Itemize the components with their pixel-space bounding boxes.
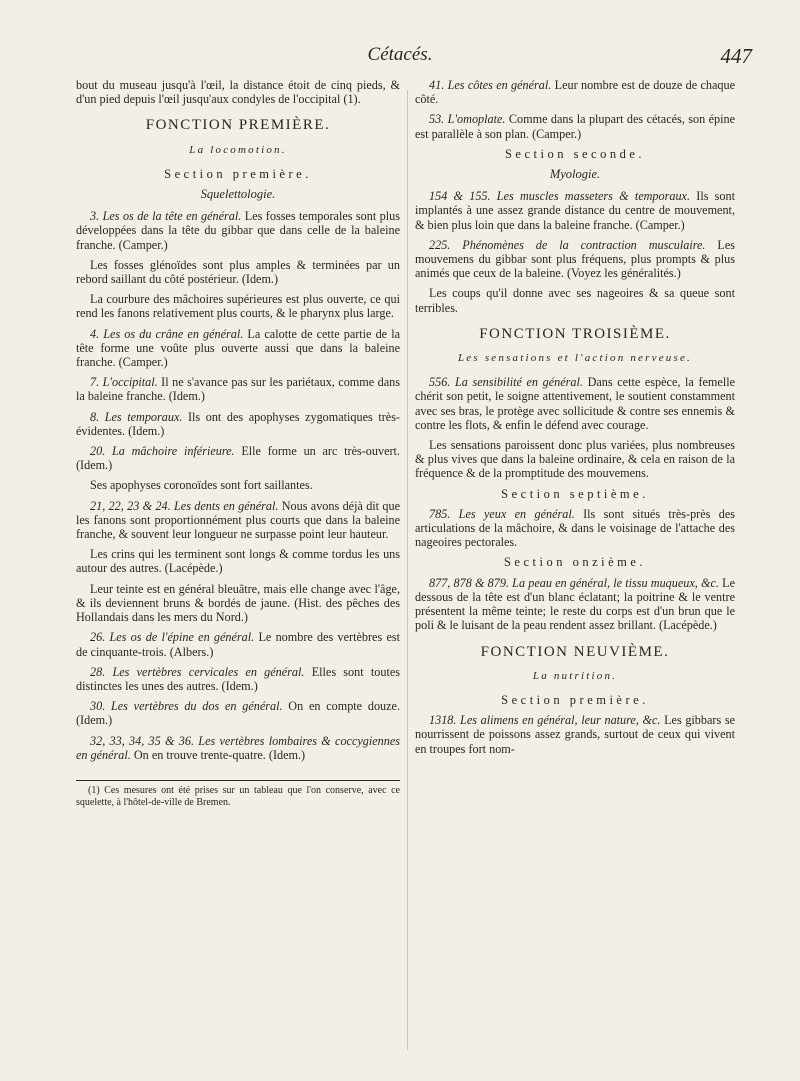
running-title: Cétacés. <box>367 44 433 65</box>
left-column <box>76 78 400 809</box>
entry-title: 21, 22, 23 & 24. Les dents en général. <box>90 498 279 513</box>
subsection-heading: Myologie. <box>549 167 601 182</box>
entry-body: Il ne s'avance pas sur les pariétaux, comme dans la baleine franche. (Idem.) <box>76 375 400 404</box>
entry-title: 877, 878 & 879. La peau en général, le tissu muqueux, &c. <box>429 575 719 590</box>
paragraph-7 <box>76 375 400 403</box>
subsection-heading: Squelettologie. <box>200 187 276 202</box>
entry-body: Ils ont des apophyses zygomatiques très-évidentes. (Idem.) <box>76 409 400 438</box>
entry-title: 1318. Les alimens en général, leur nature, &c. <box>429 713 661 728</box>
paragraph-3b: Les fosses glénoïdes sont plus amples & terminées par un rebord saillant du côté postérieur. (Idem.) <box>76 257 400 287</box>
entry-body: Les gibbars se nourrissent de poissons assez grands, surtout de ceux qui vivent en troupes fort nom- <box>415 713 735 756</box>
paragraph-877 <box>415 576 735 633</box>
entry-title: 53. L'omoplate. <box>429 112 506 127</box>
entry-title: 8. Les temporaux. <box>90 409 183 424</box>
fonction-subheading: La nutrition. <box>532 669 618 682</box>
entry-title: 32, 33, 34, 35 & 36. Les vertèbres lombaires & coccygiennes en général. <box>76 733 400 762</box>
entry-body: On en compte douze. (Idem.) <box>76 699 400 728</box>
entry-title: 3. Les os de la tête en général. <box>90 209 242 224</box>
section-heading: Section première. <box>164 166 312 181</box>
section-heading: Section seconde. <box>504 146 645 161</box>
entry-body: Nous avons déjà dit que les fanons sont proportionnément plus courts que dans la baleine franche, & souvent leur longueur ne surpasse point leur hauteur. <box>76 498 400 542</box>
paragraph-556 <box>415 375 735 432</box>
fonction-heading: FONCTION TROISIÈME. <box>479 325 671 342</box>
paragraph-20 <box>76 444 400 472</box>
column-divider <box>407 90 408 1050</box>
entry-title: 785. Les yeux en général. <box>429 506 575 521</box>
paragraph-30 <box>76 699 400 727</box>
section-heading: Section première. <box>501 692 649 707</box>
paragraph-21b: Les crins qui les terminent sont longs & comme tordus les uns autour des autres. (Lacépède.) <box>76 547 400 576</box>
entry-body: Ils sont situés très-près des articulations de la mâchoire, & dans le voisinage de l'attache des nageoires pectorales. <box>415 506 735 550</box>
right-column <box>415 78 735 762</box>
paragraph-21 <box>76 499 400 542</box>
entry-body: La calotte de cette partie de la tête forme une voûte plus ouverte aussi que dans la baleine franche. (Camper.) <box>76 326 400 370</box>
paragraph-1318 <box>415 713 735 756</box>
paragraph-3c: La courbure des mâchoires supérieures est plus ouverte, ce qui rend les fanons relativement plus courts, & le pharynx plus large. <box>76 292 400 321</box>
entry-body: Les fosses temporales sont plus développées dans la tête du gibbar que dans celle de la baleine franche. (Camper.) <box>76 209 400 252</box>
paragraph-21c: Leur teinte est en général bleuâtre, mais elle change avec l'âge, & ils deviennent bruns & bordés de jaune. (Hist. des pêches des Hollandais dans les mers du Nord.) <box>76 581 400 625</box>
paragraph-225b: Les coups qu'il donne avec ses nageoires & sa queue sont terribles. <box>415 286 735 315</box>
paragraph-28 <box>76 665 400 693</box>
paragraph-225 <box>415 238 735 281</box>
paragraph-26 <box>76 630 400 658</box>
entry-body: Elles sont toutes distinctes les unes des autres. (Idem.) <box>76 664 400 693</box>
paragraph-intro: bout du museau jusqu'à l'œil, la distance étoit de cinq pieds, & d'un pied depuis l'œil jusqu'aux condyles de l'occipital (1). <box>76 78 400 107</box>
footnote-rule <box>76 780 400 781</box>
entry-title: 28. Les vertèbres cervicales en général. <box>90 664 305 679</box>
footnote: (1) Ces mesures ont été prises sur un tableau que l'on conserve, avec ce squelette, à l'hôtel-de-ville de Bremen. <box>76 784 400 808</box>
entry-body: Le dessous de la tête est d'un blanc éclatant; la poitrine & le ventre présentent la même teinte; le reste du corps est d'un brun que le poli & le luisant de la peau rendent assez brillant. (Lacépède.) <box>415 575 735 633</box>
fonction-heading: FONCTION NEUVIÈME. <box>480 643 670 660</box>
fonction-subheading: La locomotion. <box>189 143 287 156</box>
entry-body: Leur nombre est de douze de chaque côté. <box>415 78 735 107</box>
entry-title: 4. Les os du crâne en général. <box>90 326 244 341</box>
paragraph-154 <box>415 189 735 232</box>
entry-title: 7. L'occipital. <box>90 375 158 390</box>
entry-body: Le nombre des vertèbres est de cinquante-trois. (Albers.) <box>76 630 401 659</box>
paragraph-41 <box>415 78 735 106</box>
page-number: 447 <box>720 44 752 68</box>
section-heading: Section onzième. <box>503 555 647 570</box>
entry-body: Dans cette espèce, la femelle chérit son petit, le soigne attentivement, le soutient constamment avec ses bras, le protège avec sollicitude & contre ses ennemis & contre les flots, & enfin le défend avec courage. <box>415 375 736 432</box>
entry-body: Les mouvemens du gibbar sont plus fréquens, plus prompts & plus animés que ceux de la baleine. (Voyez les généralités.) <box>415 237 735 281</box>
fonction-subheading: Les sensations et l'action nerveuse. <box>457 352 692 365</box>
fonction-heading: FONCTION PREMIÈRE. <box>145 117 331 134</box>
entry-title: 154 & 155. Les muscles masseters & temporaux. <box>429 189 691 204</box>
paragraph-53 <box>415 112 735 140</box>
paragraph-20b: Ses apophyses coronoïdes sont fort saillantes. <box>90 478 313 493</box>
entry-title: 20. La mâchoire inférieure. <box>90 444 235 459</box>
paragraph-3 <box>76 209 400 252</box>
paragraph-785 <box>415 507 735 550</box>
entry-body: Comme dans la plupart des cétacés, son épine est parallèle à son plan. (Camper.) <box>415 112 735 141</box>
entry-title: 41. Les côtes en général. <box>429 78 552 92</box>
entry-title: 26. Les os de l'épine en général. <box>90 630 255 645</box>
paragraph-4 <box>76 327 400 370</box>
entry-body: Ils sont implantés à une assez grande distance du centre de mouvement, & bien plus loin que dans la baleine franche. (Camper.) <box>415 189 735 232</box>
entry-body: On en trouve trente-quatre. (Idem.) <box>130 747 306 762</box>
page-header <box>0 40 800 70</box>
paragraph-556b: Les sensations paroissent donc plus variées, plus nombreuses & plus vives que dans la baleine ordinaire, & cela en raison de la fréquence & de la promptitude des mouvemens. <box>415 438 735 481</box>
entry-title: 556. La sensibilité en général. <box>429 375 583 390</box>
section-heading: Section septième. <box>501 486 649 501</box>
paragraph-32 <box>76 734 400 762</box>
entry-body: Elle forme un arc très-ouvert. (Idem.) <box>76 444 400 473</box>
entry-title: 225. Phénomènes de la contraction musculaire. <box>429 237 706 252</box>
entry-title: 30. Les vertèbres du dos en général. <box>90 699 283 714</box>
paragraph-8 <box>76 410 400 438</box>
